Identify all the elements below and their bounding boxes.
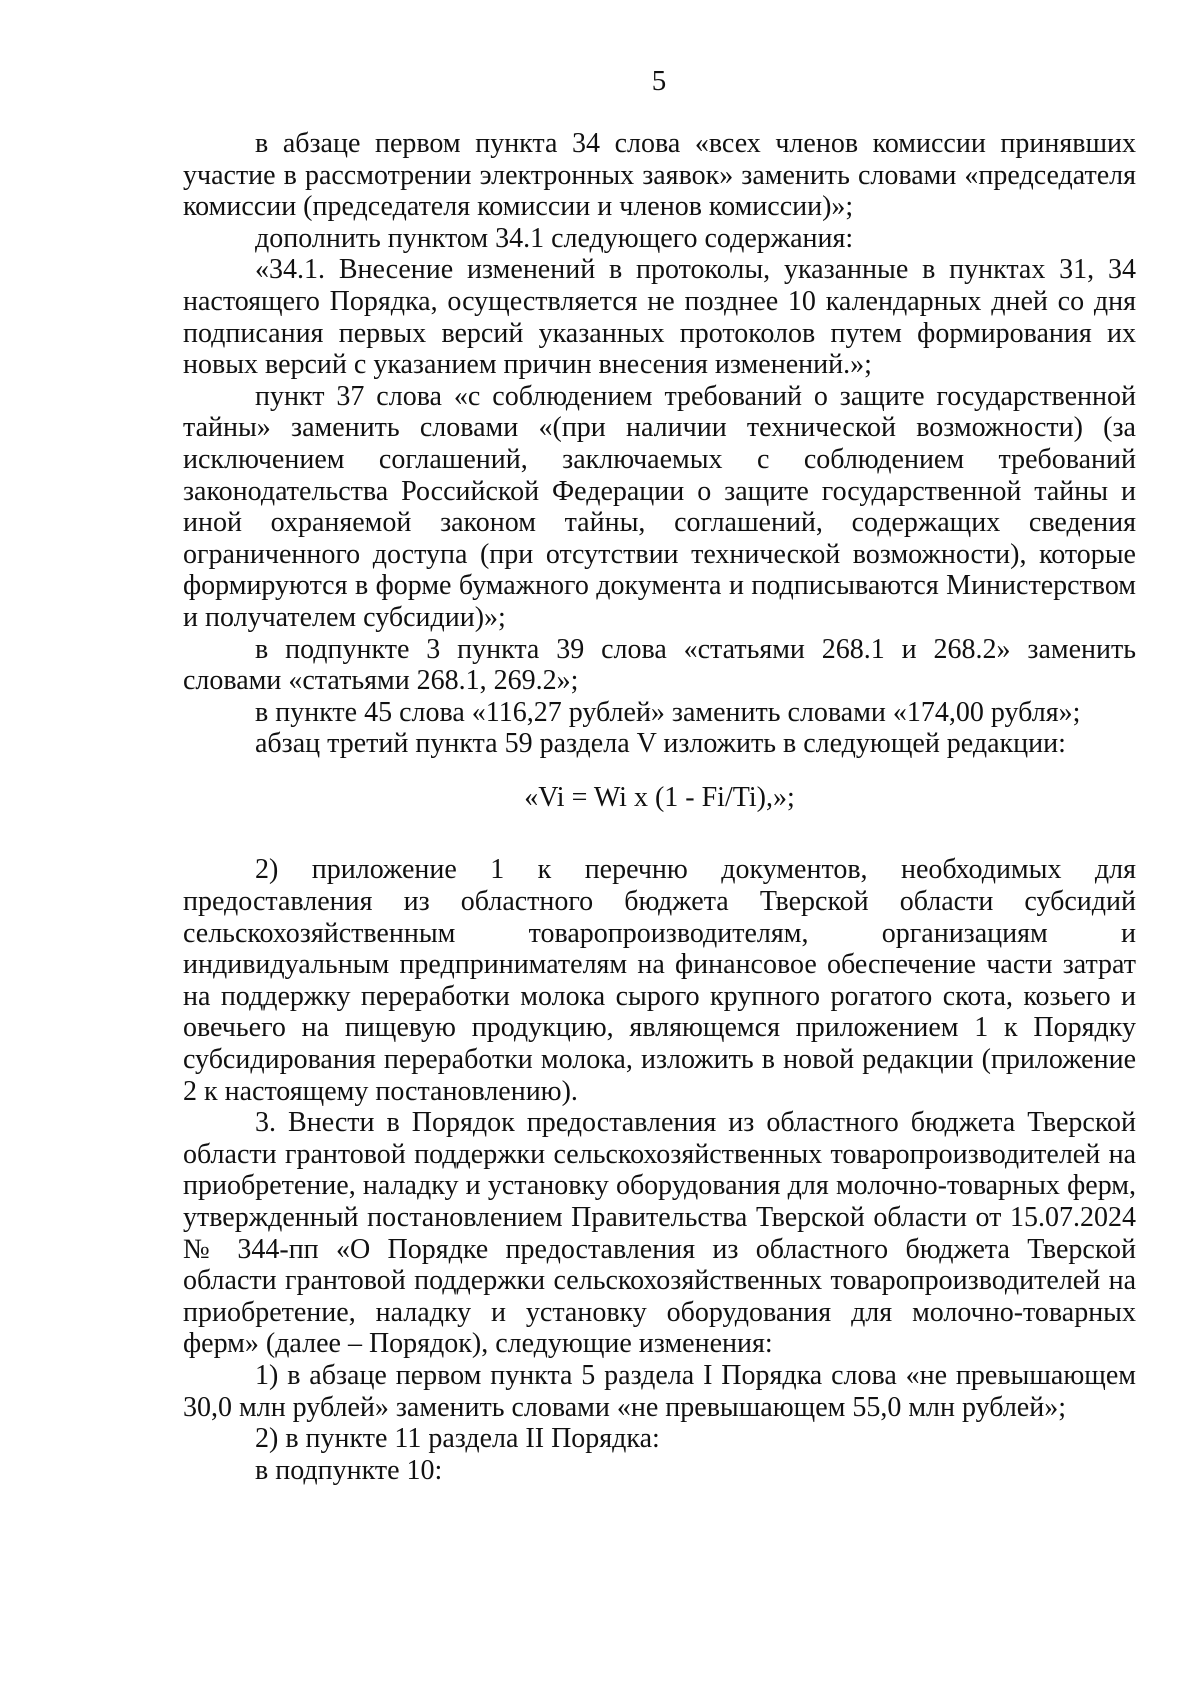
paragraph: 2) в пункте 11 раздела II Порядка: xyxy=(255,1423,660,1455)
paragraph: в подпункте 10: xyxy=(255,1454,443,1486)
page-number: 5 xyxy=(651,65,667,97)
paragraph: в подпункте 3 пункта 39 слова «статьями 268.1 и 268.2» заменить словами «статьями 268.1, 269.2»; xyxy=(183,633,1136,697)
paragraph: пункт 37 слова «с соблюдением требований о защите государственной тайны» заменить словами «(при наличии технической возможности) (за исключением соглашений, заключаемых с соблюдением требований законодательства Российской Федерации о защите государственной тайны и иной охраняемой законом тайны, соглашений, содержащих сведения ограниченного доступа (при отсутствии технической возможности), которые формируются в форме бумажного документа и подписываются Министерством и получателем субсидии)»; xyxy=(183,380,1136,633)
paragraph: абзац третий пункта 59 раздела V изложить в следующей редакции: xyxy=(255,728,1066,760)
paragraph: 2) приложение 1 к перечню документов, необходимых для предоставления из областного бюджета Тверской области субсидий сельскохозяйственным товаропроизводителям, организациям и индивидуальным предпринимателям на финансовое обеспечение части затрат на поддержку переработки молока сырого крупного рогатого скота, козьего и овечьего на пищевую продукцию, являющемся приложением 1 к Порядку субсидирования переработки молока, изложить в новой редакции (приложение 2 к настоящему постановлению). xyxy=(183,854,1136,1107)
paragraph: 1) в абзаце первом пункта 5 раздела I Порядка слова «не превышающем 30,0 млн рублей» заменить словами «не превышающем 55,0 млн рублей»; xyxy=(183,1359,1136,1423)
paragraph: 3. Внести в Порядок предоставления из областного бюджета Тверской области грантовой поддержки сельскохозяйственных товаропроизводителей на приобретение, наладку и установку оборудования для молочно-товарных ферм, утвержденный постановлением Правительства Тверской области от 15.07.2024 № 344-пп «О Порядке предоставления из областного бюджета Тверской области грантовой поддержки сельскохозяйственных товаропроизводителей на приобретение, наладку и установку оборудования для молочно-товарных ферм» (далее – Порядок), следующие изменения: xyxy=(183,1107,1136,1360)
paragraph: дополнить пунктом 34.1 следующего содержания: xyxy=(255,222,854,254)
paragraph: в абзаце первом пункта 34 слова «всех членов комиссии принявших участие в рассмотрении электронных заявок» заменить словами «председателя комиссии (председателя комиссии и членов комиссии)»; xyxy=(183,128,1136,223)
formula: «Vi = Wi x (1 - Fi/Ti),»; xyxy=(524,781,795,813)
paragraph: в пункте 45 слова «116,27 рублей» заменить словами «174,00 рубля»; xyxy=(255,696,1081,728)
document-body xyxy=(183,128,1136,1486)
paragraph: «34.1. Внесение изменений в протоколы, указанные в пунктах 31, 34 настоящего Порядка, осуществляется не позднее 10 календарных дней со дня подписания первых версий указанных протоколов путем формирования их новых версий с указанием причин внесения изменений.»; xyxy=(183,254,1136,381)
